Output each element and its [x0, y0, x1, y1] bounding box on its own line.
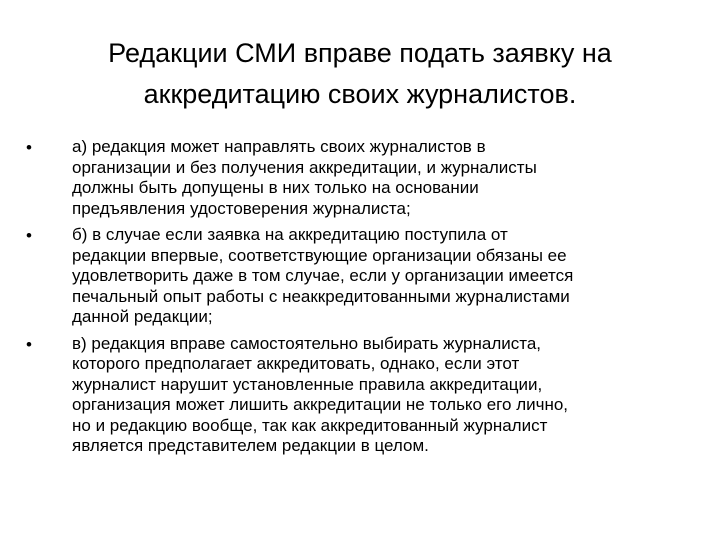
bullet-line: организация может лишить аккредитации не только его лично,	[72, 395, 569, 414]
bullet-dot-icon: •	[26, 334, 32, 354]
bullet-text	[72, 334, 696, 457]
bullet-line: б) в случае если заявка на аккредитацию поступила от	[72, 225, 508, 244]
bullet-line: в) редакция вправе самостоятельно выбирать журналиста,	[72, 333, 542, 353]
bullet-line: журналист нарушит установленные правила аккредитации,	[72, 374, 543, 394]
bullet-line: которого предполагает аккредитовать, однако, если этот	[72, 354, 520, 373]
bullet-line: данной редакции;	[72, 307, 213, 326]
bullet-line: является представителем редакции в целом.	[72, 436, 429, 455]
bullet-item-b	[26, 225, 696, 328]
bullet-line: организации и без получения аккредитации, и журналисты	[72, 157, 537, 177]
slide-title	[60, 33, 660, 115]
bullet-text	[72, 137, 696, 219]
bullet-line: а) редакция может направлять своих журналистов в	[72, 137, 486, 156]
bullet-line: редакции впервые, соответствующие организации обязаны ее	[72, 245, 567, 265]
bullet-line: печальный опыт работы с неаккредитованными журналистами	[72, 286, 570, 306]
bullet-dot-icon: •	[26, 138, 32, 157]
slide-title-line: аккредитацию своих журналистов.	[143, 79, 577, 109]
bullet-text	[72, 225, 696, 328]
slide-title-line: Редакции СМИ вправе подать заявку на	[108, 38, 612, 68]
bullet-list	[26, 137, 696, 463]
bullet-line: предъявления удостоверения журналиста;	[72, 198, 411, 218]
bullet-item-c	[26, 334, 696, 457]
bullet-line: должны быть допущены в них только на основании	[72, 178, 479, 197]
bullet-item-a	[26, 137, 696, 219]
bullet-dot-icon: •	[26, 226, 32, 245]
bullet-line: удовлетворить даже в том случае, если у организации имеется	[72, 266, 574, 285]
bullet-line: но и редакцию вообще, так как аккредитованный журналист	[72, 415, 548, 435]
